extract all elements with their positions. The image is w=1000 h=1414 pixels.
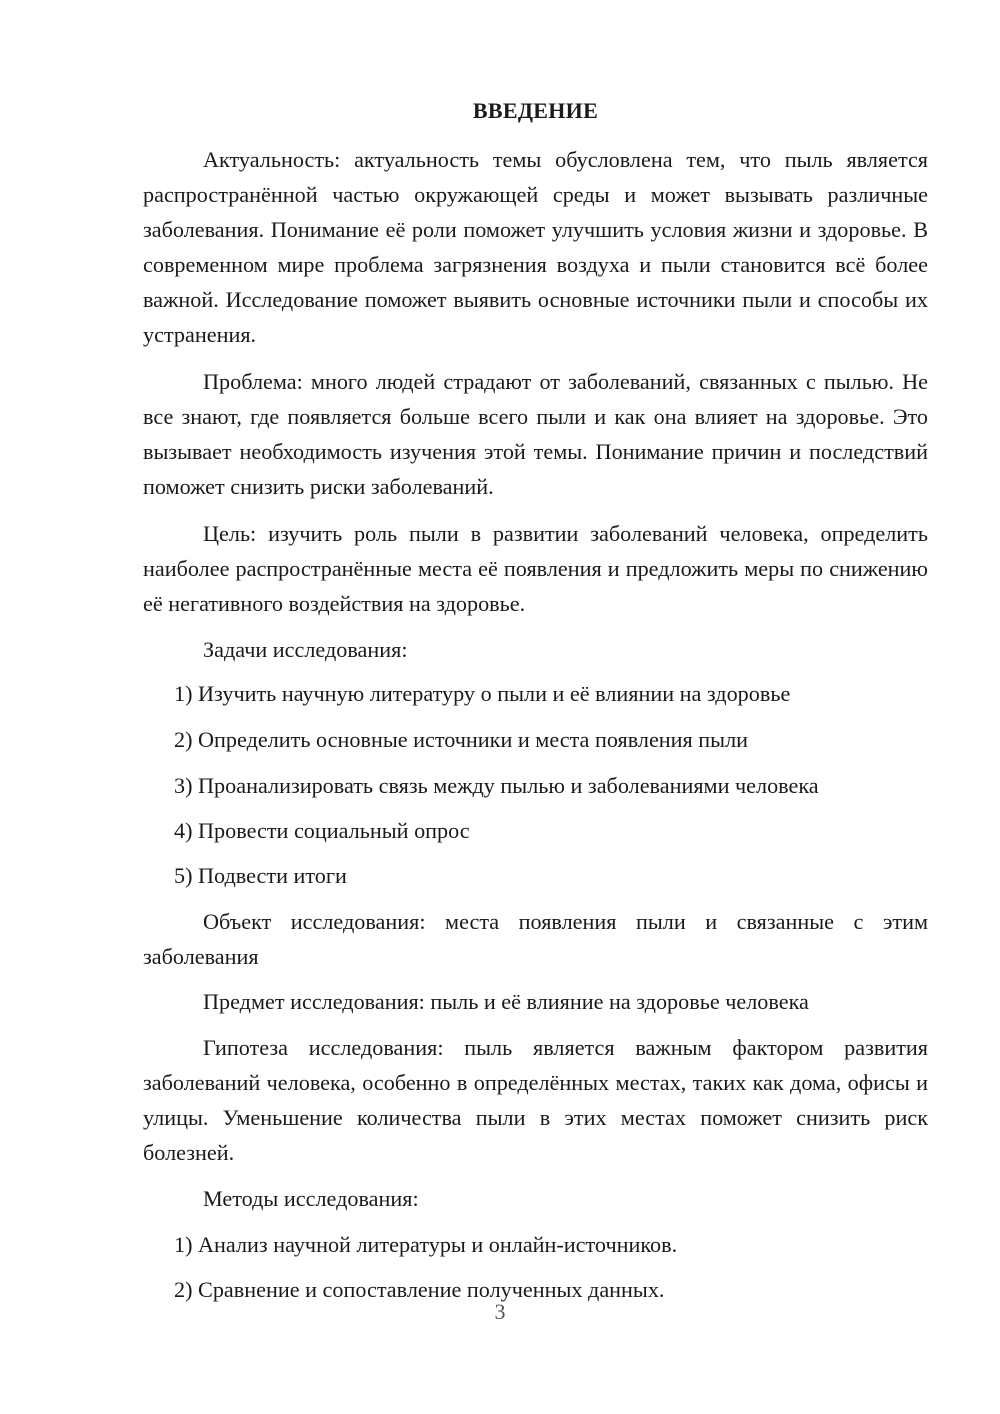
page-number: 3	[494, 1299, 506, 1324]
relevance-paragraph: Актуальность: актуальность темы обусловлена тем, что пыль является распространённой частью окружающей среды и может вызывать различные заболевания. Понимание её роли поможет улучшить условия жизни и здоровье. В современном мире проблема загрязнения воздуха и пыли становится всё более важной. Исследование поможет выявить основные источники пыли и способы их устранения.	[143, 147, 928, 347]
problem-paragraph: Проблема: много людей страдают от заболеваний, связанных с пылью. Не все знают, где появляется больше всего пыли и как она влияет на здоровье. Это вызывает необходимость изучения этой темы. Понимание причин и последствий поможет снизить риски заболеваний.	[143, 369, 928, 499]
task-item-5: 5) Подвести итоги	[174, 863, 347, 888]
task-item-4: 4) Провести социальный опрос	[174, 818, 470, 843]
method-item-1: 1) Анализ научной литературы и онлайн-источников.	[174, 1232, 678, 1257]
method-item-2: 2) Сравнение и сопоставление полученных данных.	[174, 1277, 665, 1302]
subject-paragraph: Предмет исследования: пыль и её влияние на здоровье человека	[203, 989, 809, 1014]
page-title: ВВЕДЕНИЕ	[472, 98, 599, 123]
tasks-heading: Задачи исследования:	[203, 637, 408, 662]
methods-heading: Методы исследования:	[203, 1186, 419, 1211]
hypothesis-paragraph: Гипотеза исследования: пыль является важным фактором развития заболеваний человека, особенно в определённых местах, таких как дома, офисы и улицы. Уменьшение количества пыли в этих местах поможет снизить риск болезней.	[143, 1035, 928, 1165]
goal-paragraph: Цель: изучить роль пыли в развитии заболеваний человека, определить наиболее распространённые места её появления и предложить меры по снижению её негативного воздействия на здоровье.	[143, 521, 928, 616]
task-item-1: 1) Изучить научную литературу о пыли и её влиянии на здоровье	[174, 681, 791, 706]
task-item-3: 3) Проанализировать связь между пылью и заболеваниями человека	[174, 773, 819, 798]
object-paragraph: Объект исследования: места появления пыли и связанные с этим заболевания	[143, 909, 928, 969]
task-item-2: 2) Определить основные источники и места появления пыли	[174, 727, 749, 752]
